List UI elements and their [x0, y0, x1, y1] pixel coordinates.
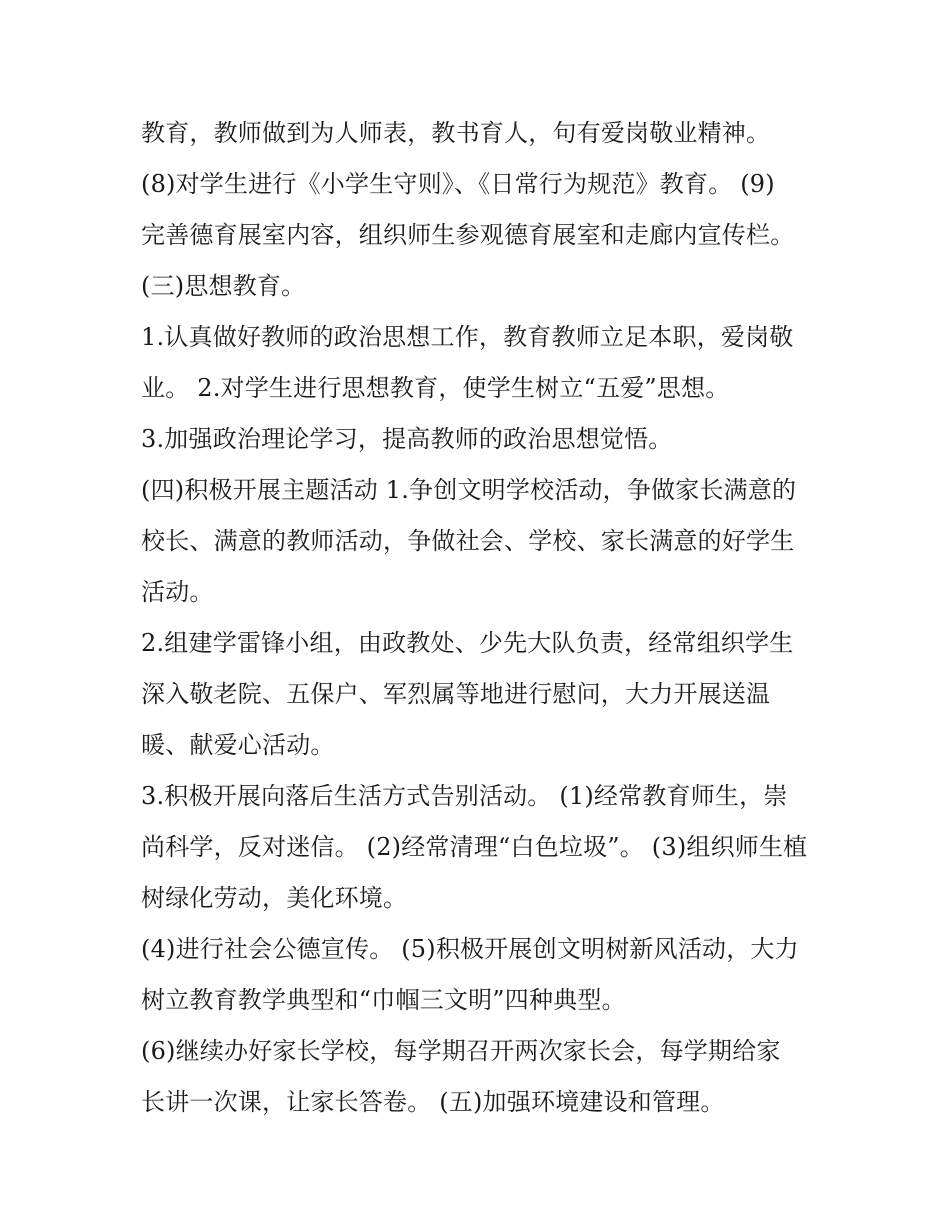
section-heading-four: (四)积极开展主题活动 1.争创文明学校活动，争做家长满意的: [141, 476, 797, 504]
text-line-3: 完善德育展室内容，组织师生参观德育展室和走廊内宣传栏。: [141, 221, 795, 249]
text-line-9: 校长、满意的教师活动，争做社会、学校、家长满意的好学生: [141, 527, 795, 555]
text-line-5: 1.认真做好教师的政治思想工作，教育教师立足本职，爱岗敬: [141, 323, 794, 351]
section-heading-three: (三)思想教育。: [141, 272, 306, 300]
body-text: [141, 108, 841, 1128]
text-line-18: 树立教育教学典型和“巾帼三文明”四种典型。: [141, 986, 626, 1014]
text-line-7: 3.加强政治理论学习，提高教师的政治思想觉悟。: [141, 425, 673, 453]
text-line-10: 活动。: [141, 578, 214, 606]
text-line-14: 3.积极开展向落后生活方式告别活动。 (1)经常教育师生，崇: [141, 782, 788, 810]
text-line-17: (4)进行社会公德宣传。 (5)积极开展创文明树新风活动，大力: [141, 935, 799, 963]
text-line-20: 长讲一次课，让家长答卷。 (五)加强环境建设和管理。: [141, 1088, 725, 1116]
text-line-1: 教育，教师做到为人师表，教书育人，句有爱岗敬业精神。: [141, 119, 771, 147]
text-line-13: 暖、献爱心活动。: [141, 731, 335, 759]
text-line-11: 2.组建学雷锋小组，由政教处、少先大队负责，经常组织学生: [141, 629, 794, 657]
text-line-16: 树绿化劳动，美化环境。: [141, 884, 408, 912]
text-line-6: 业。 2.对学生进行思想教育，使学生树立“五爱”思想。: [141, 374, 730, 402]
text-line-15: 尚科学，反对迷信。 (2)经常清理“白色垃圾”。 (3)组织师生植: [141, 833, 808, 861]
text-line-19: (6)继续办好家长学校，每学期召开两次家长会，每学期给家: [141, 1037, 781, 1065]
text-line-2: (8)对学生进行《小学生守则》、《日常行为规范》教育。 (9): [141, 170, 775, 198]
text-line-12: 深入敬老院、五保户、军烈属等地进行慰问，大力开展送温: [141, 680, 771, 708]
